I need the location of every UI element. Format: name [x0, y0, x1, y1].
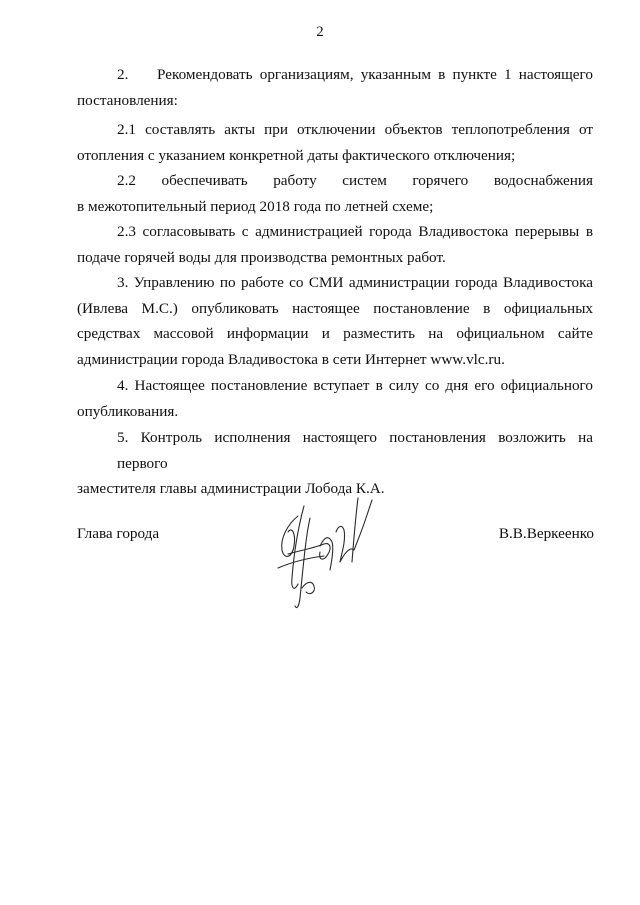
page-number: 2: [316, 24, 324, 40]
paragraph-3: [77, 270, 593, 372]
paragraph-2-2-line-1: 2.2 обеспечивать работу систем горячего водоснабжения: [117, 172, 593, 189]
paragraph-2-3-line-1: 2.3 согласовывать с администрацией города Владивостока перерывы в: [117, 223, 593, 240]
paragraph-4-line-1: 4. Настоящее постановление вступает в силу со дня его официального: [117, 377, 593, 394]
paragraph-2-1-line-1: 2.1 составлять акты при отключении объектов теплопотребления от: [117, 121, 593, 138]
paragraph-3-line-1: 3. Управлению по работе со СМИ администрации города Владивостока: [117, 274, 593, 291]
paragraph-5-line-2: заместителя главы администрации Лобода К.А.: [77, 480, 385, 497]
paragraph-3-line-2: (Ивлева М.С.) опубликовать настоящее постановление в официальных: [77, 299, 593, 317]
paragraph-3-line-4: администрации города Владивостока в сети Интернет www.vlc.ru.: [77, 350, 505, 368]
paragraph-4: [77, 373, 593, 424]
paragraph-2-line-2: постановления:: [77, 91, 178, 109]
handwritten-signature: [258, 488, 388, 613]
paragraph-2-1-line-2: отопления с указанием конкретной даты фактического отключения;: [77, 146, 516, 164]
paragraph-2-3: [77, 219, 593, 270]
paragraph-2-line-1: 2. Рекомендовать организациям, указанным в пункте 1 настоящего: [117, 66, 593, 83]
paragraph-2-2: [77, 168, 593, 219]
paragraph-5-line-1: 5. Контроль исполнения настоящего постановления возложить на первого: [117, 429, 593, 472]
paragraph-3-line-3: средствах массовой информации и разместить на официальном сайте: [77, 325, 593, 342]
signatory-position: Глава города: [77, 525, 160, 542]
paragraph-4-line-2: опубликования.: [77, 402, 179, 420]
paragraph-2-2-line-2: в межотопительный период 2018 года по летней схеме;: [77, 197, 434, 215]
paragraph-2-1: [77, 117, 593, 168]
paragraph-2-3-line-2: подаче горячей воды для производства ремонтных работ.: [77, 248, 446, 266]
paragraph-2: [77, 62, 593, 113]
signatory-name: В.В.Веркеенко: [498, 525, 594, 542]
